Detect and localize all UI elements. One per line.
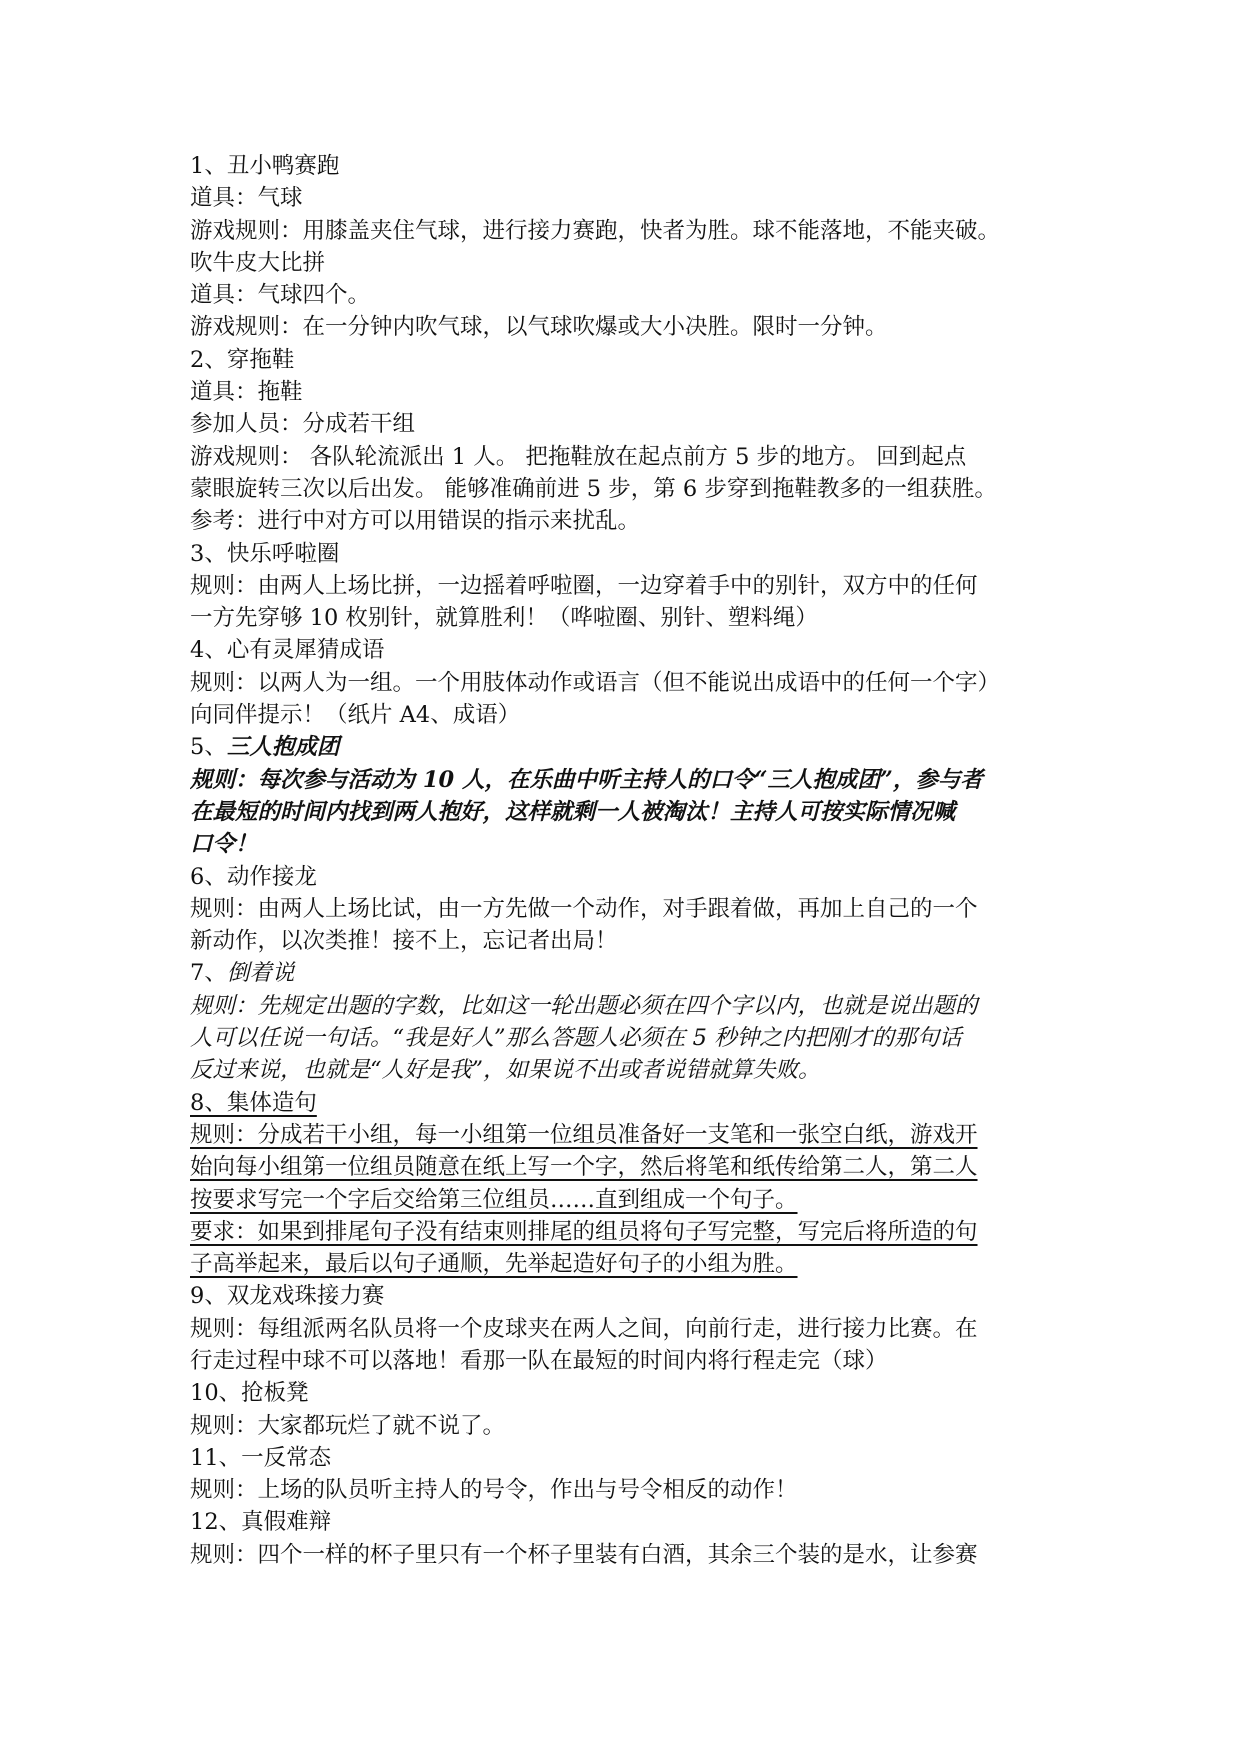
game-4-rules-line-1: 规则：以两人为一组。一个用肢体动作或语言（但不能说出成语中的任何一个字） (190, 669, 1001, 696)
game-2-rules-line-2: 蒙眼旋转三次以后出发。 能够准确前进 5 步，第 6 步穿到拖鞋教多的一组获胜。 (190, 475, 997, 502)
game-7-rules-line-1: 规则：先规定出题的字数，比如这一轮出题必须在四个字以内，也就是说出题的 (190, 992, 978, 1019)
game-2-rules-line-1: 游戏规则： 各队轮流派出 1 人。 把拖鞋放在起点前方 5 步的地方。 回到起点 (190, 443, 967, 470)
game-10-rules: 规则：大家都玩烂了就不说了。 (190, 1412, 506, 1439)
game-8-rules-line-3: 按要求写完一个字后交给第三位组员……直到组成一个句子。 (190, 1186, 798, 1213)
game-3-title: 3、快乐呼啦圈 (190, 540, 340, 567)
game-6-rules-line-2: 新动作，以次类推！接不上，忘记者出局！ (190, 928, 618, 955)
game-8-rules-line-2: 始向每小组第一位组员随意在纸上写一个字，然后将笔和纸传给第二人，第二人 (190, 1154, 978, 1181)
game-7-rules-line-3: 反过来说，也就是“人好是我”，如果说不出或者说错就算失败。 (190, 1057, 821, 1084)
document-page (190, 150, 1060, 1571)
game-3-rules-line-1: 规则：由两人上场比拼，一边摇着呼啦圈，一边穿着手中的别针，双方中的任何 (190, 572, 978, 599)
game-11-rules: 规则：上场的队员听主持人的号令，作出与号令相反的动作！ (190, 1477, 798, 1504)
game-12-title: 12、真假难辩 (190, 1509, 332, 1536)
game-balloon-title: 吹牛皮大比拼 (190, 249, 326, 276)
game-10-title: 10、抢板凳 (190, 1380, 309, 1407)
game-2-note: 参考：进行中对方可以用错误的指示来扰乱。 (190, 508, 641, 535)
game-1-rules: 游戏规则：用膝盖夹住气球，进行接力赛跑，快者为胜。球不能落地，不能夹破。 (190, 217, 1001, 244)
game-1-props: 道具：气球 (190, 185, 303, 212)
game-8-title: 8、集体造句 (190, 1089, 317, 1116)
game-2-participants: 参加人员：分成若干组 (190, 411, 416, 438)
game-3-rules-line-2: 一方先穿够 10 枚别针，就算胜利！（哗啦圈、别针、塑料绳） (190, 605, 818, 632)
game-9-rules-line-2: 行走过程中球不可以落地！看那一队在最短的时间内将行程走完（球） (190, 1347, 888, 1374)
game-8-rules-line-1: 规则：分成若干小组，每一小组第一位组员准备好一支笔和一张空白纸，游戏开 (190, 1121, 978, 1148)
game-balloon-props: 道具：气球四个。 (190, 282, 371, 309)
game-balloon-rules: 游戏规则：在一分钟内吹气球，以气球吹爆或大小决胜。限时一分钟。 (190, 314, 888, 341)
game-5-name: 三人抱成团 (226, 734, 340, 761)
game-12-rules-line-1: 规则：四个一样的杯子里只有一个杯子里装有白酒，其余三个装的是水，让参赛 (190, 1541, 978, 1568)
game-2-title: 2、穿拖鞋 (190, 346, 295, 373)
game-4-rules-line-2: 向同伴提示！（纸片 A4、成语） (190, 702, 521, 729)
game-1-title: 1、丑小鸭赛跑 (190, 153, 340, 179)
game-11-title: 11、一反常态 (190, 1444, 332, 1471)
game-6-title: 6、动作接龙 (190, 863, 317, 890)
game-6-rules-line-1: 规则：由两人上场比试，由一方先做一个动作，对手跟着做，再加上自己的一个 (190, 895, 978, 922)
game-5-rules-line-3: 口令！ (190, 831, 258, 858)
game-5-rules-line-1: 规则：每次参与活动为 10 人，在乐曲中听主持人的口令“三人抱成团”，参与者 (190, 766, 983, 793)
game-5-title (190, 731, 1060, 763)
game-8-requirement-line-1: 要求：如果到排尾句子没有结束则排尾的组员将句子写完整，写完后将所造的句 (190, 1218, 978, 1245)
game-8-requirement-line-2: 子高举起来，最后以句子通顺，先举起造好句子的小组为胜。 (190, 1251, 798, 1278)
game-2-props: 道具：拖鞋 (190, 379, 303, 406)
game-7-rules-line-2: 人可以任说一句话。“我是好人”那么答题人必须在 5 秒钟之内把刚才的那句话 (190, 1025, 962, 1052)
game-4-title: 4、心有灵犀猜成语 (190, 637, 385, 664)
game-9-title: 9、双龙戏珠接力赛 (190, 1283, 385, 1310)
game-5-rules-line-2: 在最短的时间内找到两人抱好，这样就剩一人被淘汰！主持人可按实际情况喊 (190, 798, 956, 825)
game-5-number: 5、 (190, 734, 227, 761)
game-9-rules-line-1: 规则：每组派两名队员将一个皮球夹在两人之间，向前行走，进行接力比赛。在 (190, 1315, 978, 1342)
game-7-name: 倒着说 (226, 960, 295, 987)
game-7-title (190, 957, 1060, 989)
game-7-number: 7、 (190, 960, 227, 987)
